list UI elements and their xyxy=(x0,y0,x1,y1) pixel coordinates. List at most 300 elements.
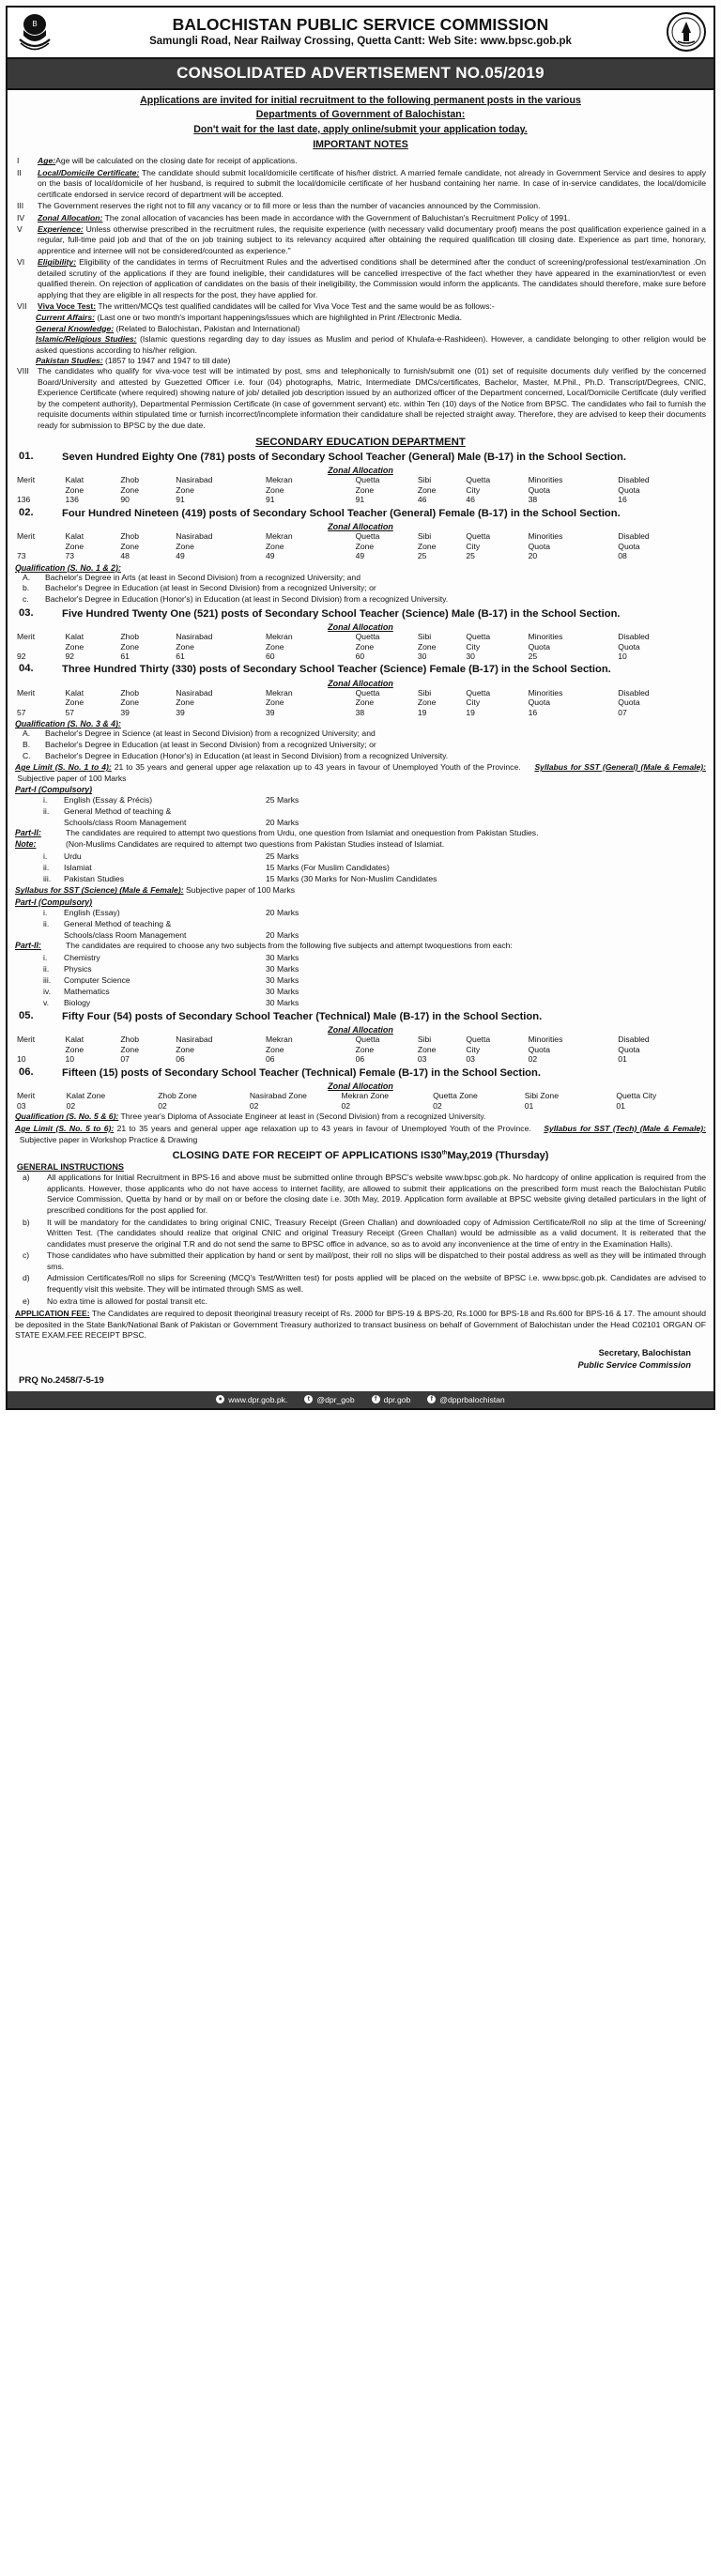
col-header: Kalat xyxy=(65,531,84,542)
post-entry xyxy=(15,1066,706,1081)
age-limit-5-6-text: 21 to 35 years and general upper age relaxation up to 43 years in favour of Unemployed Youth of the Province. xyxy=(116,1123,531,1133)
viva-subject-text: (Related to Balochistan, Pakistan and International) xyxy=(115,323,300,333)
col-header: Mekran xyxy=(265,632,293,642)
cell: 01 xyxy=(524,1100,534,1111)
col-header-2: Zone xyxy=(265,641,284,652)
age-limit-5-6 xyxy=(15,1124,706,1145)
part2-block-science xyxy=(15,941,706,952)
col-header: Mekran xyxy=(265,475,293,485)
gi-key: d) xyxy=(23,1273,30,1283)
syllabus-item-num: iii. xyxy=(43,874,52,884)
syllabus-item-num xyxy=(43,929,64,941)
application-fee-block xyxy=(15,1309,706,1342)
col-header: Zhob xyxy=(120,1035,139,1045)
col-header: Minorities xyxy=(528,632,563,642)
col-header: Zhob Zone xyxy=(158,1091,197,1101)
col-header: Zhob xyxy=(120,475,139,485)
table-row-header-bottom xyxy=(15,1045,706,1054)
col-header: Sibi xyxy=(417,632,432,642)
note-number: IV xyxy=(17,212,25,222)
col-header: Quetta Zone xyxy=(433,1091,478,1101)
viva-subject-label: Current Affairs: xyxy=(36,313,96,323)
cell: 136 xyxy=(65,495,79,505)
syllabus-item xyxy=(43,862,706,873)
gi-value: It will be mandatory for the candidates to bring original CNIC, Treasury Receipt (Green Challan) and downloaded copy of Admission Certificate/Roll no slip at the time of Screening/ Written Test. (The candidates should realize that original CNIC and original Treasury Receipt (Green Challan) would be admissible as a valid document. It is reiterated that the candidates must preserve the original T.R and do not send the same to BPSC office in advance, so as to avoid any inconvenience at the time of entry in the Examination Halls). xyxy=(47,1217,706,1249)
table-row xyxy=(15,652,706,661)
viva-subject-text: (1857 to 1947 and 1947 to till date) xyxy=(105,356,231,366)
advertisement-banner: CONSOLIDATED ADVERTISEMENT NO.05/2019 xyxy=(8,59,713,90)
note-item xyxy=(15,201,706,211)
syllabus-item-marks: 30 Marks xyxy=(266,986,299,996)
qualification-value: Bachelor's Degree in Education (Honor's) in Education (at least in Second Division) from a recognized University. xyxy=(45,750,449,760)
post-title: Five Hundred Twenty One (521) posts of Secondary School Teacher (Science) Male (B-17) in the School Section. xyxy=(62,607,621,620)
gi-key: a) xyxy=(23,1173,30,1183)
cell: 136 xyxy=(17,495,31,505)
qualification-key: c. xyxy=(23,593,29,604)
footer-item-facebook[interactable] xyxy=(372,1395,411,1404)
col-header: Kalat xyxy=(65,1035,84,1045)
cell: 06 xyxy=(355,1054,365,1065)
cell: 02 xyxy=(433,1100,442,1111)
col-header-2: Quota xyxy=(528,641,551,652)
note-text xyxy=(38,156,706,166)
syllabus-item-text: Pakistan Studies xyxy=(64,874,125,884)
general-instruction-item xyxy=(15,1218,706,1250)
qualification-item xyxy=(15,583,706,594)
cell: 19 xyxy=(417,707,427,717)
syllabus-item-num xyxy=(43,817,64,828)
note-item xyxy=(15,301,706,312)
note-number: VIII xyxy=(17,366,29,376)
table-row xyxy=(15,551,706,560)
viva-subject-label: General Knowledge: xyxy=(36,323,115,333)
col-header: Quetta xyxy=(466,531,491,542)
note-label: Experience: xyxy=(38,223,84,234)
cell: 03 xyxy=(417,1054,427,1065)
syllabus-item-num: i. xyxy=(43,795,48,805)
col-header-2: Zone xyxy=(65,698,84,708)
footer-item-twitter[interactable] xyxy=(304,1395,354,1404)
syllabus-item-marks: 25 Marks xyxy=(266,795,299,805)
cell: 06 xyxy=(265,1054,275,1065)
syllabus-item-text: Computer Science xyxy=(64,974,130,985)
table-row-header-top xyxy=(15,475,706,484)
age-limit-text: 21 to 35 years and general upper age relaxation up to 43 years in favour of Unemployed Youth of the Province. xyxy=(114,762,521,773)
col-header: Quetta xyxy=(466,1035,491,1045)
cell: 30 xyxy=(466,652,475,661)
qualification-value: Bachelor's Degree in Arts (at least in Second Division) from a recognized University; and xyxy=(45,572,360,582)
facebook-icon-2: f xyxy=(427,1395,436,1403)
intro-block xyxy=(8,90,713,156)
col-header-2 xyxy=(15,1045,64,1054)
col-header: Sibi Zone xyxy=(524,1091,559,1101)
syllabus-science-block xyxy=(15,885,706,897)
post-title: Fifteen (15) posts of Secondary School Teacher (Technical) Female (B-17) in the School Section. xyxy=(62,1066,541,1079)
col-header-2: Zone xyxy=(120,484,139,495)
col-header-2 xyxy=(15,485,64,495)
col-header-2: City xyxy=(466,1044,481,1054)
org-title: BALOCHISTAN PUBLIC SERVICE COMMISSION xyxy=(172,14,549,34)
cell: 60 xyxy=(355,652,365,661)
gi-value: No extra time is allowed for postal transit etc. xyxy=(47,1296,207,1306)
cell: 30 xyxy=(417,652,427,661)
table-row-header-bottom xyxy=(15,542,706,551)
col-header: Quetta xyxy=(466,632,491,642)
cell: 57 xyxy=(17,707,26,717)
zonal-allocation-label: Zonal Allocation xyxy=(328,678,393,688)
col-header-2: Zone xyxy=(417,541,437,551)
gi-value: Admission Certificates/Roll no slips for Screening (MCQ's Test/Written test) for posts applied will be placed on the website of BPSC i.e. www.bpsc.gob.pk. Candidates are advised to frequently visit this website. They will be intimated through SMS as well. xyxy=(47,1273,706,1295)
cell: 10 xyxy=(65,1054,75,1065)
col-header: Quetta xyxy=(355,632,380,642)
svg-text:B: B xyxy=(32,20,38,28)
col-header: Zhob xyxy=(120,531,139,542)
cell: 46 xyxy=(417,495,427,505)
col-header: Merit xyxy=(17,475,36,485)
cell: 73 xyxy=(17,551,26,561)
col-header-2: Zone xyxy=(176,698,194,708)
zonal-allocation-label: Zonal Allocation xyxy=(328,466,393,476)
part2-label-science: Part-II: xyxy=(15,940,41,950)
col-header: Minorities xyxy=(528,687,563,698)
age-limit-5-6-label: Age Limit (S. No. 5 to 6): xyxy=(15,1123,115,1133)
col-header-2 xyxy=(15,698,64,707)
social-footer xyxy=(8,1391,713,1408)
post-title: Four Hundred Nineteen (419) posts of Secondary School Teacher (General) Female (B-17) in the School Section. xyxy=(62,507,621,519)
syllabus-item-text: English (Essay & Précis) xyxy=(64,795,153,805)
part1-label-science: Part-I (Compulsory) xyxy=(15,897,93,907)
cell: 02 xyxy=(66,1100,76,1111)
post-title: Fifty Four (54) posts of Secondary School Teacher (Technical) Male (B-17) in the School Section. xyxy=(62,1011,543,1023)
closing-date-rest: May,2019 (Thursday) xyxy=(447,1150,549,1162)
part2-label: Part-II: xyxy=(15,828,41,838)
col-header: Merit xyxy=(17,687,36,698)
col-header-2: Zone xyxy=(355,641,375,652)
general-instruction-item xyxy=(15,1173,706,1216)
note-text xyxy=(38,213,706,223)
col-header: Zhob xyxy=(120,632,139,642)
gi-key: b) xyxy=(23,1217,30,1227)
col-header-2: Quota xyxy=(618,484,640,495)
table-row-header-bottom xyxy=(15,485,706,495)
qualification-item xyxy=(15,728,706,740)
viva-subject-label: Islamic/Religious Studies: xyxy=(36,334,137,345)
cell: 92 xyxy=(17,652,26,661)
col-header: Quetta xyxy=(355,531,380,542)
syllabus-general-text: Subjective paper of 100 Marks xyxy=(17,773,127,783)
col-header-2: Zone xyxy=(65,484,84,495)
col-header-2: Zone xyxy=(176,484,194,495)
syllabus-item xyxy=(43,817,706,828)
qualification-heading: Qualification (S. No. 3 & 4): xyxy=(15,719,121,729)
col-header-2: Zone xyxy=(417,698,437,708)
cell: 39 xyxy=(120,707,130,717)
footer-item-facebook-2[interactable] xyxy=(427,1395,504,1404)
cell: 10 xyxy=(618,652,627,661)
col-header-2: Zone xyxy=(176,641,194,652)
syllabus-item-num: iv. xyxy=(43,986,51,996)
post-entry xyxy=(15,451,706,465)
cell: 38 xyxy=(355,707,365,717)
col-header-2: City xyxy=(466,541,481,551)
syllabus-item-text: English (Essay) xyxy=(64,907,120,917)
col-header-2: Zone xyxy=(417,484,437,495)
col-header: Nasirabad xyxy=(176,632,213,642)
col-header-2: Zone xyxy=(355,484,375,495)
globe-icon: ● xyxy=(216,1395,224,1403)
zonal-allocation-label: Zonal Allocation xyxy=(328,622,393,633)
syllabus-item xyxy=(43,873,706,884)
syllabus-item xyxy=(43,986,706,997)
col-header: Nasirabad Zone xyxy=(249,1091,307,1101)
cell: 90 xyxy=(120,495,130,505)
note-label: Note: xyxy=(15,839,37,850)
important-notes-heading: IMPORTANT NOTES xyxy=(313,139,408,151)
col-header-2: Quota xyxy=(528,541,551,551)
syllabus-item-marks: 15 Marks (For Muslim Candidates) xyxy=(266,863,390,873)
syllabus-item xyxy=(43,907,706,918)
intro-line-3: Don't wait for the last date, apply online/submit your application today. xyxy=(193,123,528,135)
table-row-header-top xyxy=(15,531,706,541)
table-row-header-top xyxy=(15,1035,706,1044)
note-number: VII xyxy=(17,300,27,311)
col-header-2: Zone xyxy=(176,1044,194,1054)
syllabus-item-text: Biology xyxy=(64,997,91,1007)
note-label: Viva Voce Test: xyxy=(38,300,97,311)
note-item xyxy=(15,366,706,431)
zonal-allocation-table-06 xyxy=(15,1091,706,1111)
col-header: Kalat xyxy=(65,475,84,485)
col-header-2: Zone xyxy=(120,1044,139,1054)
col-header: Minorities xyxy=(528,531,563,542)
col-header-2: Zone xyxy=(65,541,84,551)
syllabus-tech-label: Syllabus for SST (Tech) (Male & Female): xyxy=(544,1123,706,1133)
cell: 92 xyxy=(65,652,75,661)
note-number: III xyxy=(17,201,24,211)
qualification-key: C. xyxy=(23,750,31,760)
syllabus-item-num: v. xyxy=(43,997,50,1007)
footer-website-text: www.dpr.gob.pk. xyxy=(228,1394,288,1404)
syllabus-item-num: ii. xyxy=(43,863,50,873)
syllabus-item-marks: 30 Marks xyxy=(266,952,299,962)
signature-block xyxy=(15,1347,691,1372)
age-limit-block xyxy=(15,762,706,784)
qualification-item xyxy=(15,740,706,751)
qualification-key: A. xyxy=(23,572,31,582)
syllabus-item-marks: 15 Marks (30 Marks for Non-Muslim Candidates xyxy=(266,874,437,884)
table-row-header-bottom xyxy=(15,698,706,707)
col-header-2: Zone xyxy=(355,541,375,551)
table-row xyxy=(15,708,706,717)
syllabus-item-marks: 30 Marks xyxy=(266,997,299,1007)
closing-date-ordinal: th xyxy=(441,1150,448,1157)
note-text: (Non-Muslims Candidates are required to attempt two questions from Pakistan Studies instead of Islamiat. xyxy=(66,839,445,850)
col-header: Sibi xyxy=(417,687,432,698)
syllabus-item-num: i. xyxy=(43,907,48,917)
part2-text: The candidates are required to attempt two questions from Urdu, one question from Islamiat and onequestion from Pakistan Studies. xyxy=(66,828,539,838)
bpsc-monogram-icon xyxy=(13,10,56,54)
col-header: Mekran xyxy=(265,1035,293,1045)
zonal-allocation-table xyxy=(15,531,706,560)
closing-date-day: 30 xyxy=(430,1150,442,1162)
intro-line-1: Applications are invited for initial recruitment to the following permanent posts in the various xyxy=(140,95,581,106)
col-header: Minorities xyxy=(528,475,563,485)
footer-item-website[interactable] xyxy=(216,1395,287,1404)
col-header-2: Zone xyxy=(355,698,375,708)
zonal-allocation-table xyxy=(15,475,706,504)
col-header-2: Zone xyxy=(65,641,84,652)
syllabus-item-num: ii. xyxy=(43,918,50,928)
col-header: Disabled xyxy=(618,531,650,542)
note-label: Age: xyxy=(38,156,56,166)
post-number: 01. xyxy=(19,450,34,462)
col-header-2: City xyxy=(466,641,481,652)
signature-line-1: Secretary, Balochistan xyxy=(598,1348,691,1358)
syllabus-item-num: ii. xyxy=(43,963,50,974)
table-row xyxy=(15,1101,706,1111)
cell: 48 xyxy=(120,551,130,561)
part1-label: Part-I (Compulsory) xyxy=(15,785,93,795)
col-header: Quetta xyxy=(355,475,380,485)
syllabus-item xyxy=(43,918,706,929)
cell: 02 xyxy=(341,1100,350,1111)
cell: 01 xyxy=(618,1054,627,1065)
post-title: Seven Hundred Eighty One (781) posts of Secondary School Teacher (General) Male (B-17) in the School Section. xyxy=(62,451,626,463)
col-header: Merit xyxy=(17,531,36,542)
col-header: Kalat xyxy=(65,632,84,642)
syllabus-item-text: Schools/class Room Management xyxy=(64,818,187,828)
cell: 01 xyxy=(616,1100,625,1111)
viva-subject xyxy=(36,334,706,356)
syllabus-item-text: Urdu xyxy=(64,851,82,862)
note-number: I xyxy=(17,156,20,166)
zonal-allocation-label: Zonal Allocation xyxy=(328,1081,393,1092)
note-block xyxy=(15,839,706,851)
col-header-2: Zone xyxy=(265,541,284,551)
syllabus-item xyxy=(43,974,706,986)
col-header: Quetta xyxy=(355,687,380,698)
qualification-value: Bachelor's Degree in Education (at least in Second Division) from a recognized University; or xyxy=(45,583,376,593)
part2-text-science: The candidates are required to choose any two subjects from the following five subjects and attempt twoquestions from each: xyxy=(66,940,513,950)
syllabus-item-text: Islamiat xyxy=(64,863,92,873)
qualification-5-6-label: Qualification (S. No. 5 & 6): xyxy=(15,1112,119,1122)
col-header: Nasirabad xyxy=(176,1035,213,1045)
table-row-header-top xyxy=(15,632,706,641)
qualification-item xyxy=(15,594,706,606)
col-header: Mekran Zone xyxy=(341,1091,390,1101)
qualification-item xyxy=(15,751,706,762)
cell: 07 xyxy=(618,707,627,717)
col-header: Quetta xyxy=(355,1035,380,1045)
col-header: Merit xyxy=(17,1091,36,1101)
cell: 16 xyxy=(528,707,538,717)
col-header: Sibi xyxy=(417,1035,432,1045)
col-header-2 xyxy=(15,642,64,652)
post-number: 02. xyxy=(19,506,34,518)
col-header: Nasirabad xyxy=(176,531,213,542)
viva-subject xyxy=(36,313,706,323)
qualification-value: Bachelor's Degree in Science (at least in Second Division) from a recognized University; and xyxy=(45,728,376,739)
col-header-2: Zone xyxy=(417,1044,437,1054)
cell: 19 xyxy=(466,707,475,717)
cell: 46 xyxy=(466,495,475,505)
gi-value: Those candidates who have submitted their application by hand or sent by mail/post, their roll no slips will be dispatched to their postal address as well as they will be intimated through sms. xyxy=(47,1250,706,1271)
post-entry xyxy=(15,1010,706,1024)
note-number: VI xyxy=(17,257,25,268)
table-row xyxy=(15,495,706,504)
syllabus-item-marks: 30 Marks xyxy=(266,974,299,985)
syllabus-item-text: General Method of teaching & xyxy=(64,918,172,928)
note-item xyxy=(15,257,706,300)
footer-facebook2-text: @dpprbalochistan xyxy=(439,1394,505,1404)
qualification-item xyxy=(15,573,706,584)
col-header: Mekran xyxy=(265,531,293,542)
col-header-2: Zone xyxy=(265,1044,284,1054)
qualification-key: A. xyxy=(23,728,31,739)
syllabus-item-marks xyxy=(266,805,706,817)
gi-value: All applications for Initial Recruitment in BPS-16 and above must be submitted online through BPSC's website www.bpsc.gob.pk. No hardcopy of online application is required from the applicants. However, those applicants who do not have access to internet facility, are allowed to submit their applications on the prescribed form must reach the Balochistan Public Service Commission, Quetta by hand or by mail on or before the closing date i.e. 30th May, 2019. Application form available at BPSC website giving detailed particulars in the light of prescribed conditions for the post applied for. xyxy=(47,1173,706,1215)
closing-date-text: CLOSING DATE FOR RECEIPT OF APPLICATIONS IS xyxy=(172,1150,431,1162)
zonal-allocation-label: Zonal Allocation xyxy=(328,522,393,532)
col-header-2: Quota xyxy=(618,541,640,551)
viva-subject xyxy=(36,356,706,366)
zonal-allocation-table xyxy=(15,1035,706,1064)
post-title: Three Hundred Thirty (330) posts of Secondary School Teacher (Science) Female (B-17) in the School Section. xyxy=(62,664,611,676)
cell: 49 xyxy=(355,551,365,561)
note-text xyxy=(38,224,706,256)
note-label: Zonal Allocation: xyxy=(38,212,103,222)
cell: 25 xyxy=(417,551,427,561)
col-header: Quetta City xyxy=(616,1091,657,1101)
post-number: 04. xyxy=(19,663,34,675)
syllabus-item xyxy=(43,963,706,974)
cell: 60 xyxy=(265,652,275,661)
qualification-key: B. xyxy=(23,739,31,749)
col-header: Merit xyxy=(17,632,36,642)
col-header: Disabled xyxy=(618,632,650,642)
syllabus-item-marks xyxy=(266,918,706,929)
gi-key: e) xyxy=(23,1296,30,1306)
note-label: Eligibility: xyxy=(38,257,77,268)
org-address: Samungli Road, Near Railway Crossing, Quetta Cantt: Web Site: www.bpsc.gob.pk xyxy=(149,35,572,47)
syllabus-item xyxy=(43,952,706,963)
syllabus-tech-text: Subjective paper in Workshop Practice & Drawing xyxy=(19,1134,198,1144)
table-row-header-top xyxy=(15,688,706,698)
note-text: The Government reserves the right not to fill any vacancy or to fill more or less than the number of vacancies announced by the Commission. xyxy=(38,201,541,211)
col-header: Kalat Zone xyxy=(66,1091,106,1101)
col-header-2: Quota xyxy=(528,484,551,495)
note-item xyxy=(15,168,706,200)
cell: 61 xyxy=(120,652,130,661)
cell: 08 xyxy=(618,551,627,561)
note-text: The candidates who qualify for viva-voce test will be intimated by post, sms and telephonically to furnish/submit one (01) set of requisite documents duly verified by the concerned Board/University and attested by Guezetted Officer i.e. four (04) photographs, Matric, Intermediate DMCs/certificates, Bachelor, Master, M.Phil., Ph.D. Transcript/Degrees, CNIC, Experience Certificate (where required) showing nature of job/ detailed job description issued by an authorized officer of the Department concerned, Local/Domicile Certificate (duly verified by the competent authority), Departmental Permission Certificate (in case of government servant) etc. within Ten (10) days of the Notice from BPSC. The candidates who fail to furnish the requisite documents within stipulated time or furnish incorrect/incomplete information their candidature shall be rejected straight away. Therefore, they are advised to keep their documents ready for submission to BPSC by the due date. xyxy=(38,366,706,430)
note-text xyxy=(38,257,706,300)
syllabus-item-text: General Method of teaching & xyxy=(64,806,172,817)
document-header xyxy=(8,8,713,59)
col-header: Nasirabad xyxy=(176,687,213,698)
syllabus-item-num: i. xyxy=(43,851,48,862)
col-header-2: Zone xyxy=(65,1044,84,1054)
cell: 38 xyxy=(528,495,538,505)
syllabus-item xyxy=(43,997,706,1008)
col-header-2: Zone xyxy=(355,1044,375,1054)
syllabus-item-marks: 20 Marks xyxy=(266,929,299,940)
col-header: Merit xyxy=(17,1035,36,1045)
footer-twitter-text: @dpr_gob xyxy=(316,1394,355,1404)
intro-line-2: Departments of Government of Balochistan: xyxy=(255,109,466,121)
note-body: The candidate should submit local/domicile certificate of his/her district. A married female candidate, not already in Government Service and desires to apply on the basis of local/domicile of her husband, is required to submit the local/domicile certificate of her husband containing her name. In case of in-service candidates, the local/domicile certificate endorsed in service record of department will be accepted. xyxy=(38,167,706,199)
syllabus-science-text: Subjective paper of 100 Marks xyxy=(185,885,296,896)
